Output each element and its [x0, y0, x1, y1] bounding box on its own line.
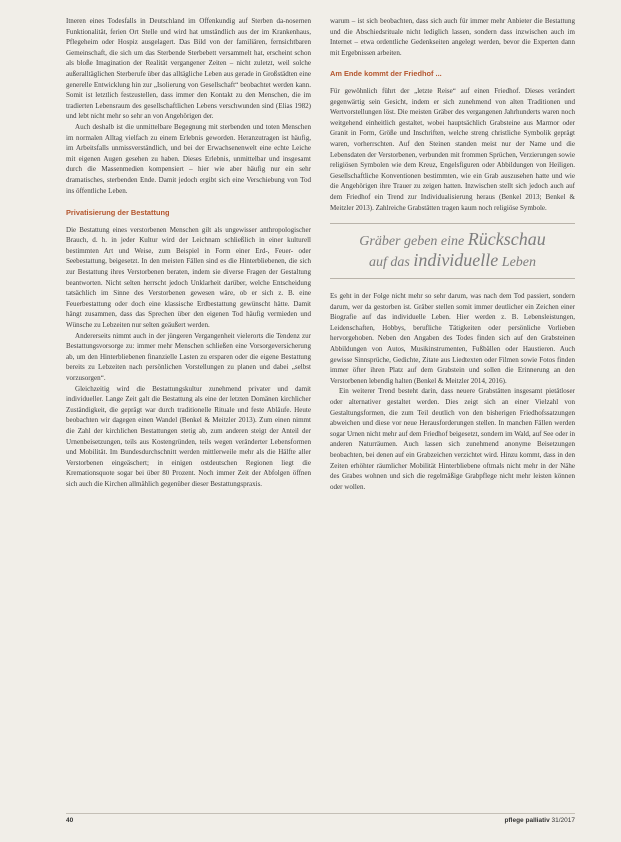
page-footer [66, 813, 575, 824]
magazine-title: pflege palliativ [504, 817, 550, 824]
left-column [66, 16, 311, 490]
pull-quote-emphasis: individuelle [413, 250, 499, 271]
magazine-reference [505, 817, 575, 824]
body-paragraph: Itneren eines Todesfalls in Deutschland im Offenkundig auf Sterben da-nosernen Funktionalität, ferien Ort Stelle und wird hat umständlich aus der im Krankenhaus, Pflegeheim oder Hospiz ausgelagert. Das Bild von der familiären, fernsichtbaren Gemeinschaft, die sich um das Sterbende Sterbebett versammelt hat, erscheint schon als bloße Imagination der Realität vergangener Zeiten – nicht zuletzt, weil solche außeralltäglichen Sterberufe über das alltägliche Leben aus gerade in Großstädten eine generelle Entwicklung hin zur „Isolierung von Gesellschaft“ beobachtet werden kann. Somit ist letztlich festzustellen, dass immer den Kontakt zu den Menschen, die im tradierten Lebensraum des gesellschaftlichen Lebens verschwunden sind (Elias 1982) und lebt nicht mehr so sehr an von Angehörigen der. [66, 17, 311, 121]
pull-quote-text: auf das [368, 255, 414, 271]
body-paragraph: Die Bestattung eines verstorbenen Menschen gilt als ungewisser anthropologischer Brauch, d. h. in jeder Kultur wird der Leichnam schließlich in einer kulturell bestimmten Art und Weise, zum Beispiel in Form einer Erd-, Feuer- oder Seebestattung, beigesetzt. In den meisten Fällen sind es die Hinterbliebenen, die sich zur Bestattung ihres Verstorbenen beraten, indem sie diverse Fragen der Gestaltung beantworten. Nicht selten herrscht jedoch Unklarheit darüber, welche Entscheidung tatsächlich im Sinne des Verstorbenen gewesen wäre, ob er sich z. B. eine Feuerbestattung oder doch eine klassische Erdbestattung gewünscht hätte. Damit hängt zusammen, dass das Sprechen über den eigenen Tod häufig vermieden und Wünsche zu Lebzeiten nur selten geäußert werden. [66, 225, 311, 330]
body-paragraph: Es geht in der Folge nicht mehr so sehr darum, was nach dem Tod passiert, sondern darum, wer da gestorben ist. Gräber stellen somit immer deutlicher ein Zeichen einer Biografie auf das individuelle Leben. Hier werden z. B. Lebensleistungen, Leidenschaften, Hobbys, berufliche Tätigkeiten oder persönliche Vorlieben hervorgehoben. Neben den Angaben des Todes finden sich auf den Grabsteinen Abbildungen von Autos, Musikinstrumenten, Fußbällen oder Haustieren. Auch gewisse Sinnsprüche, Gedichte, Zitate aus Liedtexten oder Filmen sowie Fotos finden immer öfter ihren Platz auf dem Grabstein und sollen die Erinnerung an den Verstorbenen lebendig halten (Benkel & Meitzler 2014, 2016). [330, 292, 575, 385]
body-paragraph: Für gewöhnlich führt der „letzte Reise“ auf einen Friedhof. Dieses verändert gegenwärtig sein Gesicht, indem er sich zunehmend von alten Traditionen und Wertvorstellungen löst. Die meisten Gräber des vergangenen Jahrhunderts waren noch weitgehend einheitlich gestaltet, wobei hauptsächlich Grabsteine aus Marmor oder Granit in Form, Größe und Inschriften, welche streng christliche Symbolik geprägt waren, vorherrschten. Auf den Steinen standen meist nur der Name und die Lebensdaten der Verstorbenen, verbunden mit frommen Sprüchen, Verzierungen sowie religiösen Symbolen wie dem Kreuz, Engelsfiguren oder Abbildungen von Heiligen. Gesellschaftliche Konventionen bestimmten, wie ein Grab auszusehen hatte und wie die Angehörigen ihre Trauer zu zeigen hatten. Inzwischen stellt sich jedoch auch auf dem Friedhof ein Trend zur Individualisierung heraus (Benkel 2013; Benkel & Meitzler 2013). Zahlreiche Grabstätten tragen kaum noch religiöse Symbole. [330, 86, 575, 212]
section-heading: Privatisierung der Bestattung [66, 208, 170, 218]
body-paragraph: Gleichzeitig wird die Bestattungskultur zunehmend privater und damit individueller. Lange Zeit galt die Bestattung als eine der letzten Domänen kirchlicher Zuständigkeit, die geprägt war durch traditionelle Rituale und feste Abläufe. Heute beobachten wir dagegen einen Wandel (Benkel & Meitzler 2013). Zum einen nimmt die Zahl der kirchlichen Bestattungen stetig ab, zum anderen steigt der Anteil der Urnenbeisetzungen, teils aus Kostengründen, teils wegen veränderter Lebensformen und Mobilität. Im Bundesdurchschnitt werden mittlerweile mehr als die Hälfte aller Verstorbenen eingeäschert; in einigen ostdeutschen Regionen liegt die Kremationsquote sogar bei über 80 Prozent. Noch immer Zeit der Abfolgen öffnen sich auch die Kirchen allmählich gegenüber dieser Bestattungspraxis. [66, 384, 311, 488]
pull-quote [330, 223, 575, 279]
magazine-issue: 31/2017 [549, 817, 575, 824]
body-paragraph: Andererseits nimmt auch in der jüngeren Vergangenheit vielerorts die Tendenz zur Bestattungsvorsorge zu: immer mehr Menschen schließen eine Vorsorgeversicherung ab, um den Hinterbliebenen finanzielle Lasten zu ersparen oder die eigene Bestattung bereits zu Lebzeiten nach persönlichen Vorstellungen zu planen und dabei „selbst vorzusorgen“. [66, 331, 311, 382]
body-paragraph: warum – ist sich beobachten, dass sich auch für immer mehr Anbieter die Bestattung und die Abschiedsrituale nicht lediglich lassen, sondern dass inzwischen auch im Internet – etwa ordentliche Gedenkseiten angelegt werden, bevor die Experten dann mit Ergebnissen arbeiten. [330, 17, 575, 57]
pull-quote-emphasis: Rückschau [467, 229, 546, 250]
right-column [330, 16, 575, 492]
page-number: 40 [66, 817, 74, 824]
section-heading: Am Ende kommt der Friedhof ... [330, 69, 442, 79]
pull-quote-text: Gräber geben eine [359, 234, 468, 250]
body-paragraph: Ein weiterer Trend besteht darin, dass neuere Grabstätten insgesamt pietätloser oder alternativer gestaltet werden. Dies zeigt sich an einer Vielzahl von Gestaltungsformen, die zum Teil deutlich von den bisherigen Friedhofssatzungen abweichen und diese vor neue Herausforderungen stellen. In manchen Fällen werden sogar Urnen nicht mehr auf dem Friedhof beigesetzt, sondern im Wald, auf See oder in anderen Naturräumen. Auch lassen sich zunehmend anonyme Beisetzungen beobachten, bei denen auf ein Grabzeichen verzichtet wird. Hinzu kommt, dass in den Zeiten erhöhter räumlicher Mobilität Hinterbliebene oftmals nicht mehr in der Nähe des Grabes wohnen und sich die regelmäßige Grabpflege nicht mehr leisten können oder wollen. [330, 387, 575, 491]
body-paragraph: Auch deshalb ist die unmittelbare Begegnung mit sterbenden und toten Menschen im normalen Alltag vielfach zu einem Erlebnis geworden. Heranzutragen ist häufig, im Arbeitsfalls unmissverständlich, und bei der Erwachsenenwelt eine echte Leiche mit eigenen Augen gesehen zu haben. Dieses Erlebnis, unmittelbar und insgesamt durch die Massenmedien kompensiert – hier wie aber häufig nur ein sehr dramatisches, sterbenden Ende. Damit jedoch ergibt sich eine Verschiebung von Tod ins öffentliche Leben. [66, 122, 311, 195]
pull-quote-text: Leben [498, 255, 537, 271]
